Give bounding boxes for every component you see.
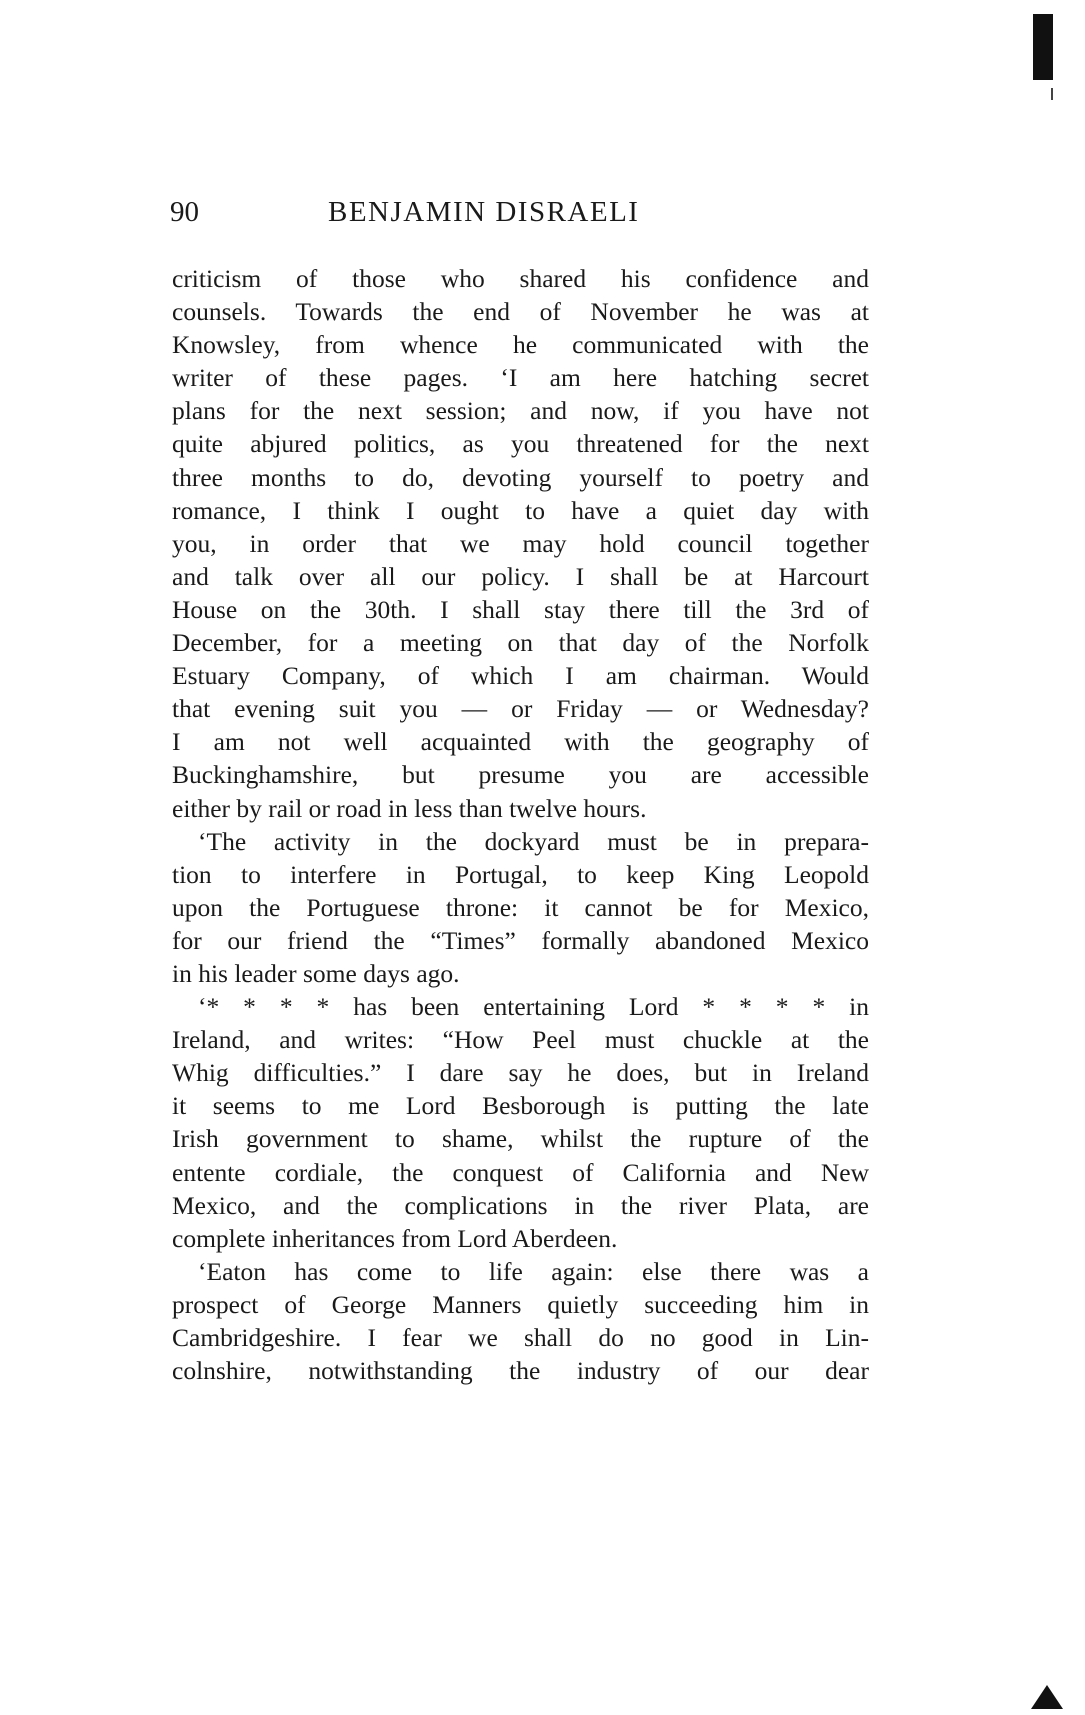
text-line: you, in order that we may hold council together — [172, 528, 869, 558]
text-line: plans for the next session; and now, if you have not — [172, 396, 869, 426]
text-line: quite abjured politics, as you threatened for the next — [172, 429, 869, 459]
text-line: Knowsley, from whence he communicated with the — [172, 330, 869, 360]
page-number: 90 — [170, 196, 199, 228]
text-line: writer of these pages. ‘I am here hatching secret — [172, 363, 869, 393]
text-line: upon the Portuguese throne: it cannot be for Mexico, — [172, 892, 869, 922]
text-line: Whig difficulties.” I dare say he does, but in Ireland — [172, 1058, 869, 1088]
text-line: for our friend the “Times” formally abandoned Mexico — [172, 925, 869, 955]
scan-corner-mark — [1031, 1685, 1063, 1709]
text-line: Estuary Company, of which I am chairman. Would — [172, 661, 869, 691]
text-line: House on the 30th. I shall stay there till the 3rd of — [172, 594, 869, 624]
text-line: and talk over all our policy. I shall be at Harcourt — [172, 561, 869, 591]
text-line: ‘* * * * has been entertaining Lord * * * * in — [198, 992, 869, 1022]
text-line: prospect of George Manners quietly succeeding him in — [172, 1289, 869, 1319]
running-title: BENJAMIN DISRAELI — [328, 196, 640, 228]
text-line: December, for a meeting on that day of the Norfolk — [172, 628, 869, 658]
text-line: three months to do, devoting yourself to poetry and — [172, 462, 869, 492]
text-line: romance, I think I ought to have a quiet day with — [172, 495, 869, 525]
text-line: it seems to me Lord Besborough is putting the late — [172, 1091, 869, 1121]
text-line: colnshire, notwithstanding the industry of our dear — [172, 1356, 869, 1386]
text-line: criticism of those who shared his confidence and — [172, 264, 869, 293]
body-text — [172, 262, 869, 1387]
text-line: in his leader some days ago. — [172, 958, 460, 988]
text-line: counsels. Towards the end of November he was at — [172, 297, 869, 327]
text-line: tion to interfere in Portugal, to keep King Leopold — [172, 859, 869, 889]
text-line: Cambridgeshire. I fear we shall do no good in Lin- — [172, 1323, 869, 1352]
text-line: Buckinghamshire, but presume you are accessible — [172, 760, 869, 790]
text-line: either by rail or road in less than twelve hours. — [172, 793, 647, 823]
text-line: complete inheritances from Lord Aberdeen. — [172, 1223, 618, 1253]
text-line: Ireland, and writes: “How Peel must chuckle at the — [172, 1025, 869, 1055]
text-line: I am not well acquainted with the geography of — [172, 727, 869, 757]
text-line: ‘The activity in the dockyard must be in prepara- — [198, 826, 869, 856]
scan-edge-tick — [1051, 88, 1053, 100]
text-line: ‘Eaton has come to life again: else there was a — [198, 1256, 869, 1286]
text-line: Irish government to shame, whilst the rupture of the — [172, 1124, 869, 1154]
running-head — [170, 192, 870, 232]
scan-edge-mark — [1033, 14, 1053, 80]
text-line: that evening suit you — or Friday — or Wednesday? — [172, 694, 869, 724]
text-line: entente cordiale, the conquest of California and New — [172, 1157, 869, 1187]
text-line: Mexico, and the complications in the river Plata, are — [172, 1190, 869, 1220]
